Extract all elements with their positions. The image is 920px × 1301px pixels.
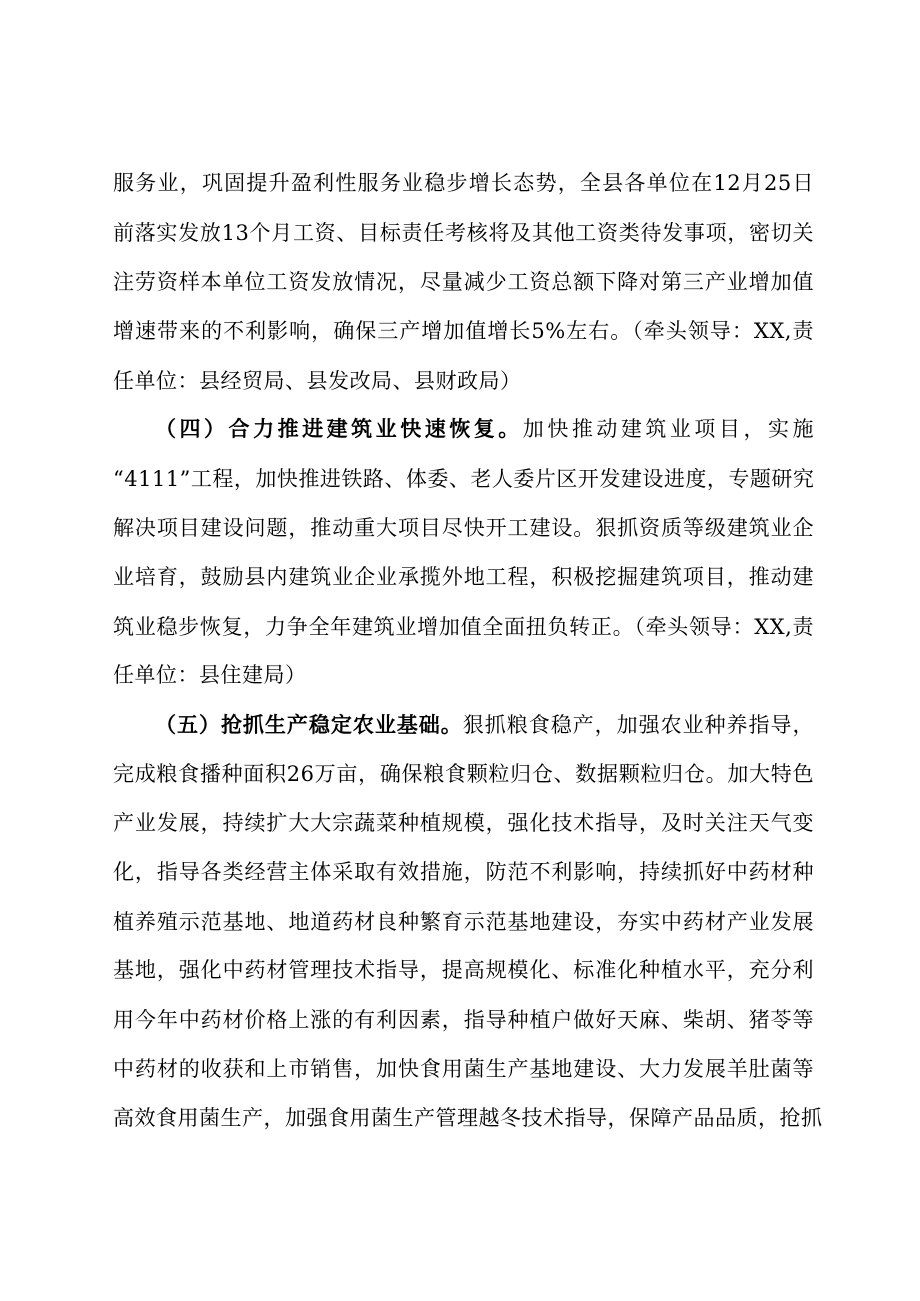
text-line: “4111”工程，加快推进铁路、体委、老人委片区开发建设进度，专题研究 [113,467,815,491]
text-line: 解决项目建设问题，推动重大项目尽快开工建设。狠抓资质等级建筑业企 [113,516,814,540]
text-line: 植养殖示范基地、地道药材良种繁育示范基地建设，夯实中药材产业发展 [113,910,814,934]
text-line: 用今年中药材价格上涨的有利因素，指导种植户做好天麻、柴胡、猪苓等 [113,1008,814,1032]
text-line: 筑业稳步恢复，力争全年建筑业增加值全面扭负转正。（牵头领导：XX,责 [113,615,814,639]
text-line: 完成粮食播种面积26万亩，确保粮食颗粒归仓、数据颗粒归仓。加大特色 [113,762,814,786]
section-heading-agriculture: （五）抢抓生产稳定农业基础。 [155,712,463,737]
text-line: 注劳资样本单位工资发放情况，尽量减少工资总额下降对第三产业增加值 [113,270,814,294]
text-span: 加快推动建筑业项目，实施 [522,417,815,441]
text-line: 高效食用菌生产，加强食用菌生产管理越冬技术指导，保障产品品质，抢抓 [113,1106,823,1130]
text-line: 服务业，巩固提升盈利性服务业稳步增长态势，全县各单位在12月25日 [113,171,814,195]
text-line: 前落实发放13个月工资、目标责任考核将及其他工资类待发事项，密切关 [113,221,814,245]
section-heading-construction: （四）合力推进建筑业快速恢复。 [155,416,523,441]
text-line: 业培育，鼓励县内建筑业企业承揽外地工程，积极挖掘建筑项目，推动建 [113,565,814,589]
text-line [155,702,814,748]
text-line: 化，指导各类经营主体采取有效措施，防范不利影响，持续抓好中药材种 [113,860,814,884]
text-line: 任单位：县住建局） [113,663,307,687]
text-line: 基地，强化中药材管理技术指导，提高规模化、标准化种植水平，充分利 [113,958,814,982]
text-line: 产业发展，持续扩大大宗蔬菜种植规模，强化技术指导，及时关注天气变 [113,811,814,835]
text-line: 增速带来的不利影响，确保三产增加值增长5%左右。（牵头领导：XX,责 [113,319,814,343]
text-line: 任单位：县经贸局、县发改局、县财政局） [113,369,522,393]
text-line: 中药材的收获和上市销售，加快食用菌生产基地建设、大力发展羊肚菌等 [113,1057,814,1081]
text-line [155,406,814,452]
text-span: 狠抓粮食稳产，加强农业种养指导， [462,713,815,737]
